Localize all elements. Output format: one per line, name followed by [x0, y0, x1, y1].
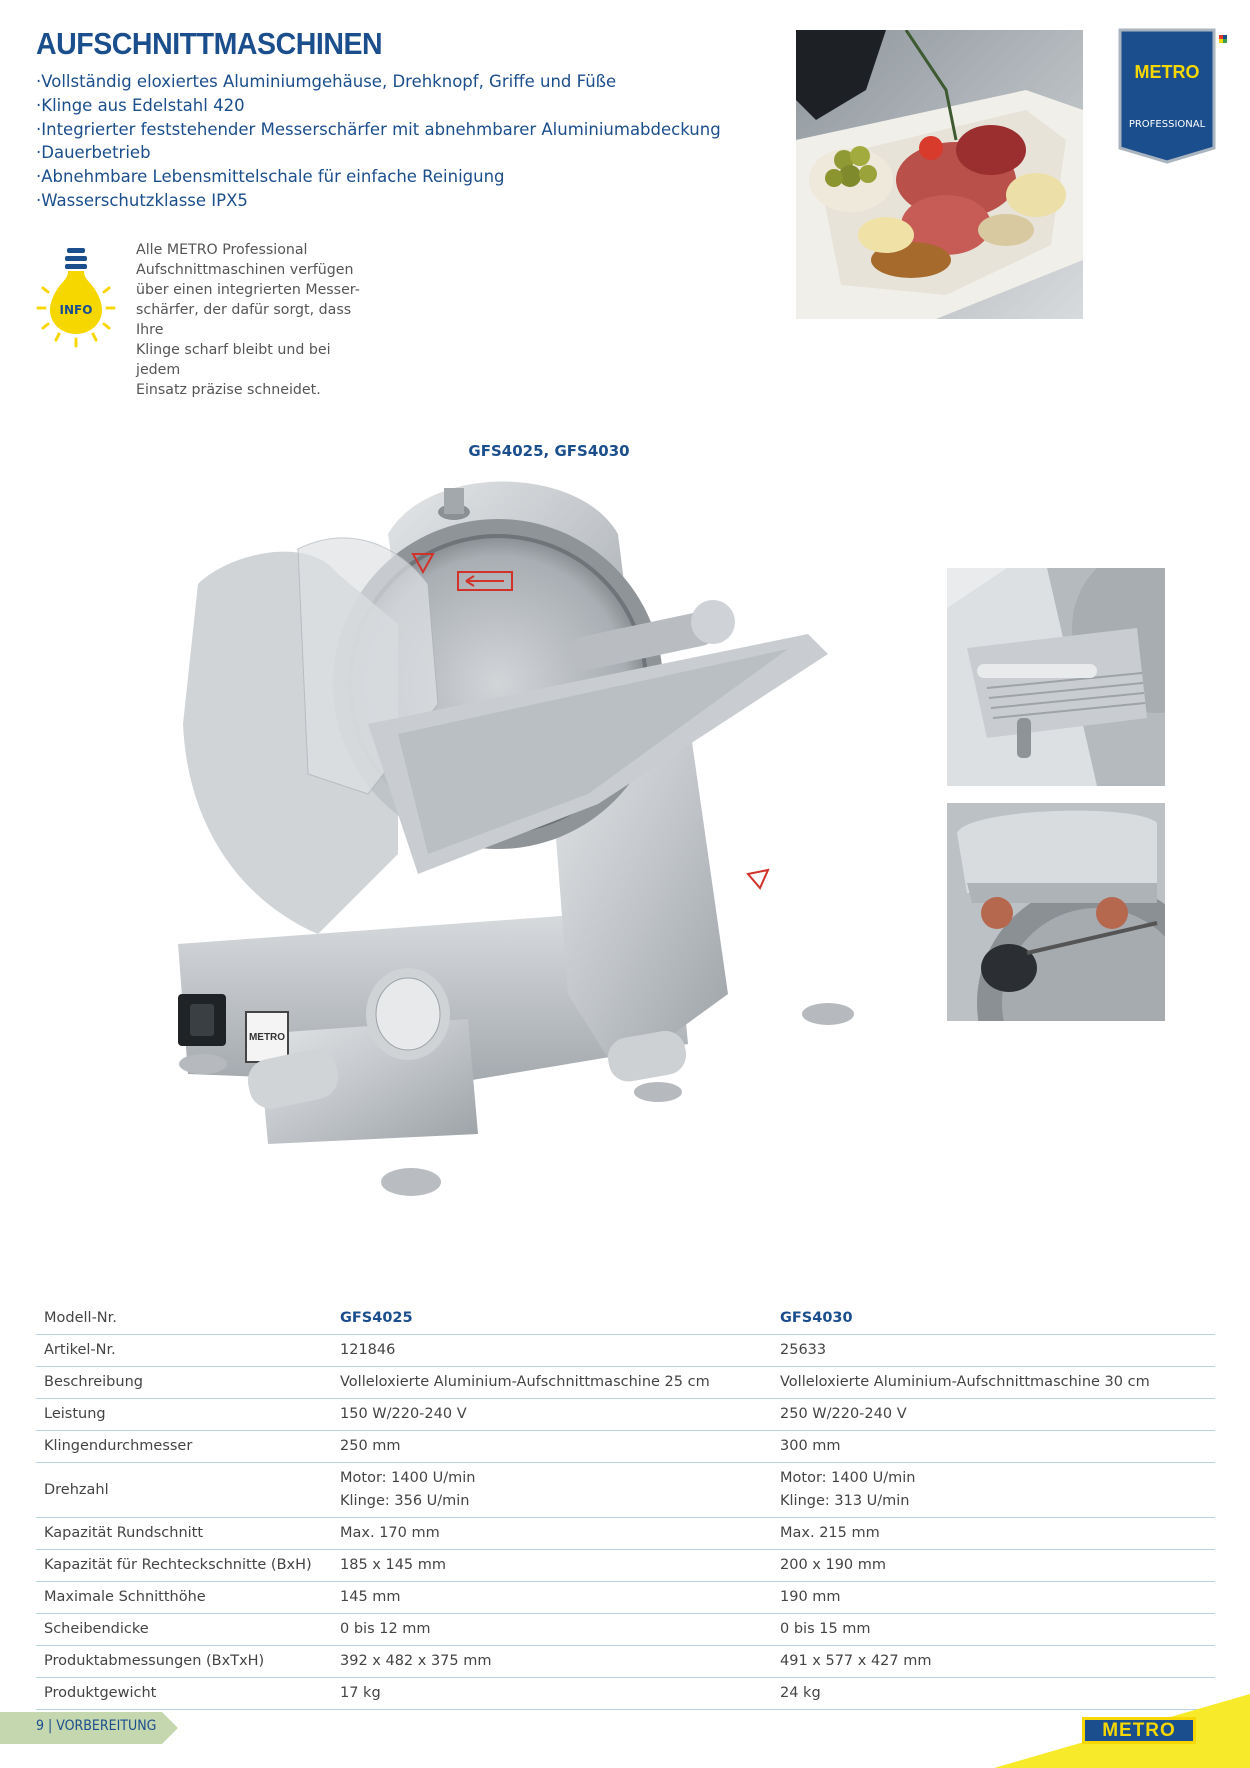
feature-item: · Wasserschutzklasse IPX5 — [36, 189, 721, 213]
spec-value-a — [332, 1678, 772, 1710]
spec-value-a — [332, 1335, 772, 1367]
spec-value-b — [772, 1335, 1215, 1367]
spec-label: Leistung — [36, 1399, 332, 1431]
spec-value-line: 150 W/220-240 V — [340, 1406, 467, 1422]
spec-value-line: Volleloxierte Aluminium-Aufschnittmaschine 30 cm — [780, 1374, 1150, 1390]
feature-item: · Integrierter feststehender Messerschärfer mit abnehmbarer Aluminiumabdeckung — [36, 118, 721, 142]
metro-professional-badge — [1118, 28, 1216, 164]
spec-value-line: 0 bis 15 mm — [780, 1621, 871, 1637]
spec-header-model-a: GFS4025 — [332, 1303, 772, 1335]
spec-row — [36, 1399, 1215, 1431]
feature-item: · Abnehmbare Lebensmittelschale für einfache Reinigung — [36, 165, 721, 189]
feature-item: · Vollständig eloxiertes Aluminiumgehäuse, Drehknopf, Griffe und Füße — [36, 70, 721, 94]
info-line: schärfer, der dafür sorgt, dass Ihre — [136, 302, 352, 338]
spec-label: Beschreibung — [36, 1367, 332, 1399]
spec-value-line: 491 x 577 x 427 mm — [780, 1653, 932, 1669]
spec-value-a — [332, 1367, 772, 1399]
spec-table — [36, 1303, 1215, 1710]
spec-row — [36, 1518, 1215, 1550]
spec-label: Artikel-Nr. — [36, 1335, 332, 1367]
spec-value-a — [332, 1431, 772, 1463]
spec-value-line: 25633 — [780, 1342, 827, 1358]
spec-row — [36, 1582, 1215, 1614]
spec-value-line: 250 W/220-240 V — [780, 1406, 907, 1422]
spec-value-b — [772, 1463, 1215, 1518]
spec-label: Drehzahl — [36, 1463, 332, 1518]
spec-value-a — [332, 1614, 772, 1646]
info-icon-label: INFO — [59, 303, 93, 317]
spec-row — [36, 1335, 1215, 1367]
badge-sub: PROFESSIONAL — [1128, 119, 1206, 130]
spec-header-label: Modell-Nr. — [36, 1303, 332, 1335]
spec-value-b — [772, 1399, 1215, 1431]
spec-value-line: 0 bis 12 mm — [340, 1621, 431, 1637]
slicer-machine-photo — [168, 474, 928, 1224]
spec-value-line: 200 x 190 mm — [780, 1557, 887, 1573]
spec-value-b — [772, 1367, 1215, 1399]
spec-value-b — [772, 1550, 1215, 1582]
info-line: über einen integrierten Messer- — [136, 282, 360, 298]
info-line: Aufschnittmaschinen verfügen — [136, 262, 354, 278]
spec-value-line: Klinge: 313 U/min — [780, 1493, 910, 1509]
feature-item: · Dauerbetrieb — [36, 141, 721, 165]
spec-value-b — [772, 1431, 1215, 1463]
badge-brand: METRO — [1134, 62, 1200, 82]
spec-label: Kapazität für Rechteckschnitte (BxH) — [36, 1550, 332, 1582]
spec-value-line: 250 mm — [340, 1438, 401, 1454]
spec-value-line: 185 x 145 mm — [340, 1557, 447, 1573]
spec-value-line: 145 mm — [340, 1589, 401, 1605]
spec-value-a — [332, 1550, 772, 1582]
spec-header-row — [36, 1303, 1215, 1335]
spec-value-line: 300 mm — [780, 1438, 841, 1454]
spec-value-a — [332, 1518, 772, 1550]
spec-value-line: 17 kg — [340, 1685, 381, 1701]
spec-value-a — [332, 1399, 772, 1431]
lightbulb-info-icon — [34, 244, 118, 348]
info-line: Klinge scharf bleibt und bei jedem — [136, 342, 331, 378]
slicer-detail-photo-guard — [947, 568, 1165, 786]
spec-row — [36, 1550, 1215, 1582]
spec-label: Maximale Schnitthöhe — [36, 1582, 332, 1614]
machine-logo: METRO — [248, 1032, 286, 1043]
spec-value-b — [772, 1518, 1215, 1550]
spec-row — [36, 1614, 1215, 1646]
spec-value-line: Motor: 1400 U/min — [780, 1470, 916, 1486]
spec-label: Produktgewicht — [36, 1678, 332, 1710]
info-line: Alle METRO Professional — [136, 242, 308, 258]
spec-value-line: Motor: 1400 U/min — [340, 1470, 476, 1486]
spec-row — [36, 1431, 1215, 1463]
color-mark-icon — [1219, 35, 1227, 43]
spec-row — [36, 1463, 1215, 1518]
spec-value-a — [332, 1582, 772, 1614]
feature-list — [36, 70, 721, 213]
spec-value-line: 392 x 482 x 375 mm — [340, 1653, 492, 1669]
footer-page-label: 9 | VORBEREITUNG — [36, 1718, 157, 1734]
spec-value-line: Max. 170 mm — [340, 1525, 440, 1541]
spec-label: Scheibendicke — [36, 1614, 332, 1646]
spec-row — [36, 1367, 1215, 1399]
spec-value-line: 121846 — [340, 1342, 396, 1358]
spec-value-line: 190 mm — [780, 1589, 841, 1605]
feature-item: · Klinge aus Edelstahl 420 — [36, 94, 721, 118]
spec-value-b — [772, 1614, 1215, 1646]
spec-label: Kapazität Rundschnitt — [36, 1518, 332, 1550]
spec-header-model-b: GFS4030 — [772, 1303, 1215, 1335]
info-line: Einsatz präzise schneidet. — [136, 382, 321, 398]
spec-row — [36, 1646, 1215, 1678]
spec-value-a — [332, 1646, 772, 1678]
spec-value-line: Volleloxierte Aluminium-Aufschnittmaschine 25 cm — [340, 1374, 710, 1390]
spec-value-line: 24 kg — [780, 1685, 821, 1701]
spec-value-b — [772, 1646, 1215, 1678]
slicer-detail-photo-sharpener — [947, 803, 1165, 1021]
spec-value-line: Max. 215 mm — [780, 1525, 880, 1541]
spec-value-b — [772, 1582, 1215, 1614]
food-platter-photo — [796, 30, 1083, 319]
spec-label: Produktabmessungen (BxTxH) — [36, 1646, 332, 1678]
model-heading: GFS4025, GFS4030 — [468, 442, 630, 460]
spec-value-a — [332, 1463, 772, 1518]
footer-metro-logo: METRO — [1082, 1717, 1196, 1744]
spec-label: Klingendurchmesser — [36, 1431, 332, 1463]
page-title: AUFSCHNITTMASCHINEN — [36, 26, 383, 61]
spec-value-line: Klinge: 356 U/min — [340, 1493, 470, 1509]
info-text — [136, 240, 376, 400]
